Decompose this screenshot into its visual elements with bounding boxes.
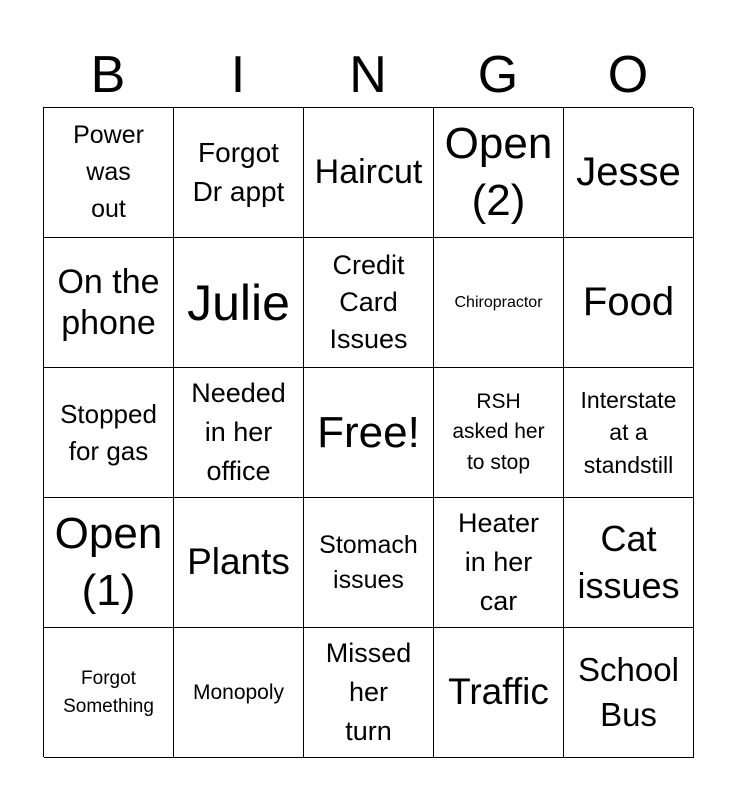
cell-text: Open (1) [54,509,163,615]
cell-text: Forgot Dr appt [192,137,285,207]
header-letter-o: O [607,46,649,104]
cell-text: RSH asked her to stop [452,389,545,474]
bingo-cell[interactable] [434,108,564,238]
cell-text: Credit Card Issues [329,250,408,354]
bingo-cell[interactable] [44,238,174,368]
bingo-cell[interactable] [44,498,174,628]
bingo-cell[interactable] [434,498,564,628]
bingo-board [43,107,693,757]
header-letter-g: G [477,46,519,104]
bingo-cell[interactable] [174,628,304,758]
bingo-cell[interactable] [304,628,434,758]
cell-text: School Bus [578,650,679,733]
bingo-cell[interactable] [304,498,434,628]
cell-text: On the phone [57,262,160,342]
cell-text: Free! [317,407,420,457]
bingo-cell[interactable] [564,498,694,628]
cell-text: Needed in her office [191,378,286,486]
bingo-header [43,44,693,106]
bingo-cell[interactable] [44,368,174,498]
cell-text: Power was out [73,121,144,223]
bingo-cell[interactable] [304,368,434,498]
cell-text: Jesse [576,150,681,195]
cell-text: Open (2) [444,119,553,225]
bingo-cell[interactable] [564,628,694,758]
cell-text: Missed her turn [325,638,412,746]
cell-text: Haircut [314,153,423,192]
bingo-cell[interactable] [174,108,304,238]
bingo-cell[interactable] [564,108,694,238]
header-letter-b: B [90,46,126,104]
bingo-cell[interactable] [434,238,564,368]
cell-text: Cat issues [577,518,680,606]
bingo-cell[interactable] [564,368,694,498]
bingo-cell[interactable] [564,238,694,368]
cell-text: Julie [187,274,290,331]
cell-text: Stomach issues [319,530,418,594]
bingo-cell[interactable] [174,368,304,498]
header-letter-n: N [349,46,387,104]
bingo-cell[interactable] [174,238,304,368]
bingo-cell[interactable] [434,628,564,758]
cell-text: Interstate at a standstill [580,387,677,478]
cell-text: Stopped for gas [60,399,157,466]
cell-text: Food [582,280,675,325]
cell-text: Chiropractor [454,293,543,311]
bingo-cell[interactable] [304,238,434,368]
cell-text: Monopoly [192,680,285,704]
bingo-cell[interactable] [434,368,564,498]
cell-text: Plants [187,541,290,583]
bingo-cell[interactable] [174,498,304,628]
cell-text: Traffic [448,671,549,713]
bingo-cell[interactable] [44,628,174,758]
header-letter-i: I [230,46,246,104]
cell-text: Forgot Something [63,667,154,717]
bingo-cell[interactable] [44,108,174,238]
bingo-cell[interactable] [304,108,434,238]
cell-text: Heater in her car [457,508,540,616]
